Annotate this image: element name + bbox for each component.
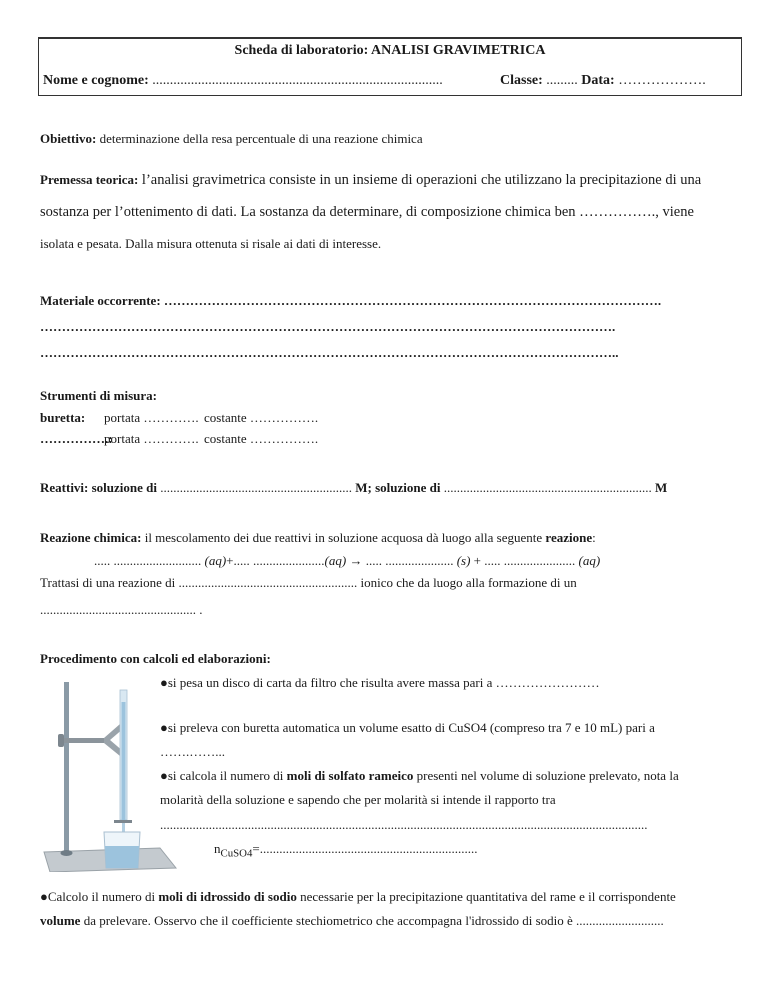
beaker-liquid bbox=[105, 846, 139, 868]
theory-line-3: isolata e pesata. Dalla misura ottenuta si risale ai dati di interesse. bbox=[40, 236, 382, 251]
step-4-bold: moli di idrossido di sodio bbox=[158, 889, 297, 904]
procedure-step-4 bbox=[40, 889, 676, 905]
rod-foot bbox=[61, 850, 73, 856]
formula-n-cuso4[interactable] bbox=[214, 841, 478, 860]
reaction-label: Reazione chimica: bbox=[40, 530, 142, 545]
burette-liquid bbox=[122, 702, 126, 820]
materials-line-1 bbox=[40, 293, 661, 309]
instrument-constant[interactable]: costante ……………. bbox=[204, 410, 319, 425]
reactant-2-blank[interactable]: +..... ...................... bbox=[226, 553, 325, 568]
reaction-bold-word: reazione bbox=[545, 530, 593, 545]
materials-blank-1[interactable]: ……………………………………………………………………………………………………. bbox=[160, 293, 662, 308]
procedure-step-1 bbox=[160, 675, 600, 691]
instruments-heading: Strumenti di misura: bbox=[40, 388, 157, 403]
reagents-label-2: M; soluzione di bbox=[355, 480, 441, 495]
state-aq: (aq) bbox=[578, 553, 601, 568]
stopcock bbox=[114, 820, 132, 823]
reaction-type-line-2[interactable]: ................................................ . bbox=[40, 602, 203, 617]
step-3-text-end: presenti nel volume di soluzione prelevato, nota la bbox=[413, 768, 679, 783]
procedure-step-2 bbox=[160, 720, 655, 736]
theory-line-2: sostanza per l’ottenimento di dati. La sostanza da determinare, di composizione chimica ben ……………., viene bbox=[40, 204, 694, 220]
procedure-heading: Procedimento con calcoli ed elaborazioni: bbox=[40, 651, 271, 666]
reaction-colon: : bbox=[592, 530, 596, 545]
reactant-1-blank[interactable]: ..... ........................... bbox=[94, 553, 205, 568]
formula-n: n bbox=[214, 841, 221, 856]
stand-rod bbox=[64, 682, 69, 852]
clamp-knob bbox=[58, 734, 64, 747]
instrument-name: buretta: bbox=[40, 410, 86, 425]
step-4-text-end: necessarie per la precipitazione quantitativa del rame e il corrispondente bbox=[296, 889, 676, 904]
reaction-type-line[interactable]: Trattasi di una reazione di ....................................................... ionico che da luogo alla formazione di un bbox=[40, 575, 577, 590]
objective-label: Obiettivo: bbox=[40, 131, 97, 146]
procedure-step-3 bbox=[160, 768, 679, 784]
class-date-fields bbox=[500, 73, 706, 89]
instrument-capacity[interactable]: portata …………. bbox=[104, 431, 199, 446]
step-3-line-2: molarità della soluzione e sapendo che per molarità si intende il rapporto tra bbox=[160, 792, 556, 807]
header-box bbox=[38, 37, 742, 96]
reagents-line bbox=[40, 480, 667, 496]
formula-blank[interactable]: =................................................................... bbox=[252, 841, 478, 856]
step-3-blank[interactable]: ...................................................................................................................................................... bbox=[160, 817, 648, 832]
date-blank[interactable]: ………………. bbox=[614, 73, 706, 88]
reagent-2-blank[interactable]: ................................................................ bbox=[440, 480, 655, 495]
instrument-name-blank[interactable]: …………….: bbox=[40, 431, 113, 446]
bullet-icon: ● bbox=[160, 720, 168, 735]
theory-text-1: l’analisi gravimetrica consiste in un insieme di operazioni che utilizzano la precipitazione di una bbox=[138, 172, 702, 188]
reaction-text: il mescolamento dei due reattivi in soluzione acquosa dà luogo alla seguente bbox=[141, 530, 546, 545]
step-4-line-2-text[interactable]: da prelevare. Osservo che il coefficiente stechiometrico che accompagna l'idrossido di sodio è ........................... bbox=[80, 913, 664, 928]
product-1-blank[interactable]: ..... ..................... bbox=[365, 553, 457, 568]
reagent-1-blank[interactable]: ........................................................... bbox=[157, 480, 356, 495]
bullet-icon: ● bbox=[160, 675, 168, 690]
instrument-constant[interactable]: costante ……………. bbox=[204, 431, 319, 446]
objective-text: determinazione della resa percentuale di una reazione chimica bbox=[96, 131, 423, 146]
step-3-bold: moli di solfato rameico bbox=[286, 768, 414, 783]
name-blank[interactable]: ................................................................................... bbox=[148, 73, 443, 88]
state-aq: (aq) bbox=[324, 553, 347, 568]
bullet-icon: ● bbox=[160, 768, 168, 783]
formula-subscript: CuSO4 bbox=[220, 847, 253, 860]
date-label: Data: bbox=[581, 73, 615, 88]
reaction-equation[interactable] bbox=[94, 553, 600, 569]
burette-stand-illustration bbox=[40, 672, 180, 872]
state-s: (s) bbox=[456, 553, 471, 568]
step-3-text: si calcola il numero di bbox=[167, 768, 287, 783]
clamp-arm bbox=[62, 738, 108, 743]
objective bbox=[40, 131, 423, 147]
step-4-text: Calcolo il numero di bbox=[47, 889, 159, 904]
class-label: Classe: bbox=[500, 73, 543, 88]
materials-blank-2[interactable]: ……………………………………………………………………………………………………………………. bbox=[40, 319, 616, 334]
name-label: Nome e cognome: bbox=[43, 73, 149, 88]
document-title: Scheda di laboratorio: ANALISI GRAVIMETRICA bbox=[234, 43, 546, 58]
instrument-capacity[interactable]: portata …………. bbox=[104, 410, 199, 425]
step-1-text[interactable]: si pesa un disco di carta da filtro che risulta avere massa pari a …………………… bbox=[167, 675, 600, 690]
step-4-line-2 bbox=[40, 913, 664, 929]
materials-blank-3[interactable]: …………………………………………………………………………………………………………………….. bbox=[40, 345, 619, 360]
theory-label: Premessa teorica: bbox=[40, 172, 139, 187]
molarity-unit: M bbox=[654, 480, 668, 495]
step-2-blank[interactable]: …….……... bbox=[160, 744, 225, 759]
bullet-icon: ● bbox=[40, 889, 48, 904]
arrow-right-icon: → bbox=[346, 553, 366, 568]
step-2-text: si preleva con buretta automatica un volume esatto di CuSO4 (compreso tra 7 e 10 mL) pari a bbox=[167, 720, 655, 735]
product-2-blank[interactable]: + ..... ...................... bbox=[470, 553, 579, 568]
class-blank[interactable]: ......... bbox=[542, 73, 582, 88]
reaction-intro bbox=[40, 530, 596, 546]
state-aq: (aq) bbox=[204, 553, 227, 568]
step-4-bold-volume: volume bbox=[40, 913, 81, 928]
reagents-label: Reattivi: soluzione di bbox=[40, 480, 157, 495]
materials-label: Materiale occorrente: bbox=[40, 293, 161, 308]
name-field[interactable] bbox=[43, 73, 443, 89]
theory-line-1 bbox=[40, 172, 701, 189]
